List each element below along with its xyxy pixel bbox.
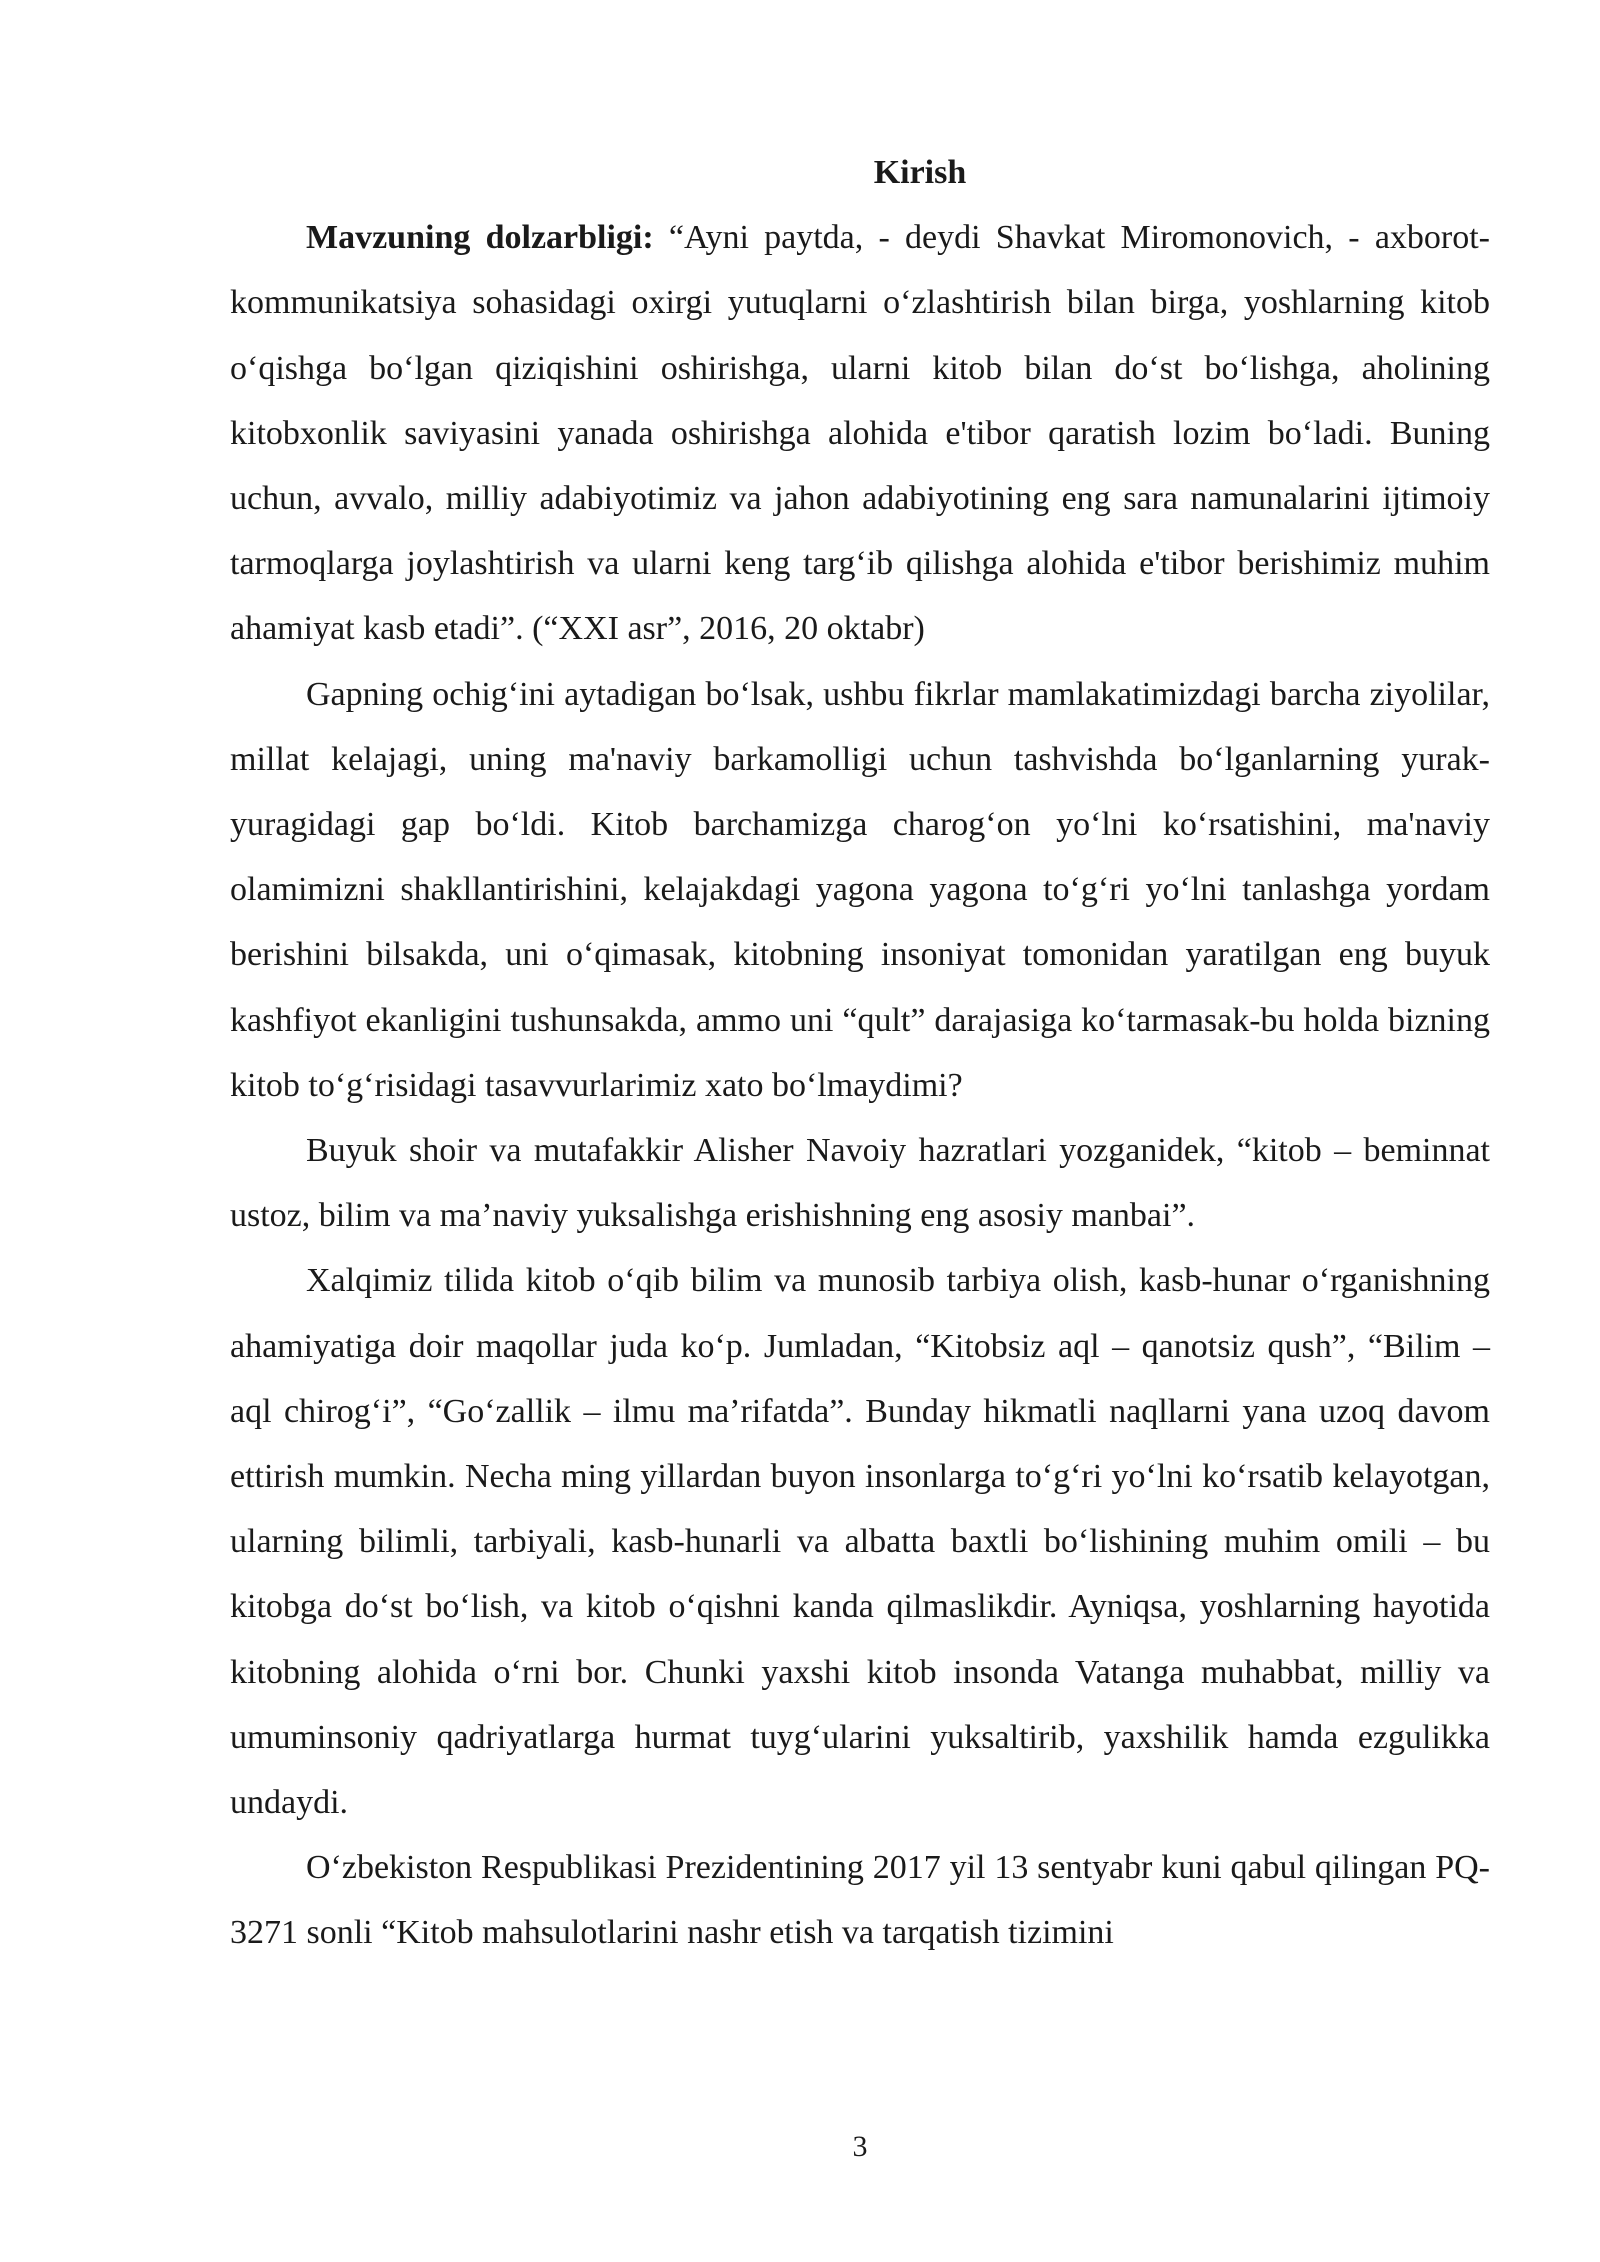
paragraph-relevance bbox=[230, 205, 1490, 661]
document-body bbox=[230, 140, 1490, 1966]
paragraph-lead: Mavzuning dolzarbligi: bbox=[306, 219, 654, 257]
page-number: 3 bbox=[852, 2130, 868, 2163]
paragraph: Xalqimiz tilida kitob oʻqib bilim va munosib tarbiya olish, kasb-hunar oʻrganishning ahamiyatiga doir maqollar juda koʻp. Jumladan, “Kitobsiz aql – qanotsiz qush”, “Bilim – aql chirogʻi”, “Goʻzallik – ilmu ma’rifatda”. Bunday hikmatli naqllarni yana uzoq davom ettirish mumkin. Necha ming yillardan buyon insonlarga toʻgʻri yoʻlni koʻrsatib kelayotgan, ularning bilimli, tarbiyali, kasb-hunarli va albatta baxtli boʻlishining muhim omili – bu kitobga doʻst boʻlish, va kitob oʻqishni kanda qilmaslikdir. Ayniqsa, yoshlarning hayotida kitobning alohida oʻrni bor. Chunki yaxshi kitob insonda Vatanga muhabbat, milliy va umuminsoniy qadriyatlarga hurmat tuygʻularini yuksaltirib, yaxshilik hamda ezgulikka undaydi. bbox=[230, 1262, 1490, 1822]
paragraph: Oʻzbekiston Respublikasi Prezidentining 2017 yil 13 sentyabr kuni qabul qilingan PQ-3271 sonli “Kitob mahsulotlarini nashr etish va tarqatish tizimini bbox=[230, 1849, 1490, 1952]
paragraph: Buyuk shoir va mutafakkir Alisher Navoiy hazratlari yozganidek, “kitob – beminnat ustoz, bilim va ma’naviy yuksalishga erishishning eng asosiy manbai”. bbox=[230, 1132, 1490, 1235]
paragraph: Gapning ochigʻini aytadigan boʻlsak, ushbu fikrlar mamlakatimizdagi barcha ziyolilar, millat kelajagi, uning ma'naviy barkamolligi uchun tashvishda boʻlganlarning yurak-yuragidagi gap boʻldi. Kitob barchamizga charogʻon yoʻlni koʻrsatishini, ma'naviy olamimizni shakllantirishini, kelajakdagi yagona yagona toʻgʻri yoʻlni tanlashga yordam berishini bilsakda, uni oʻqimasak, kitobning insoniyat tomonidan yaratilgan eng buyuk kashfiyot ekanligini tushunsakda, ammo uni “qult” darajasiga koʻtarmasak-bu holda bizning kitob toʻgʻrisidagi tasavvurlarimiz xato boʻlmaydimi? bbox=[230, 675, 1490, 1104]
paragraph-text: “Ayni paytda, - deydi Shavkat Miromonovich, - axborot-kommunikatsiya sohasidagi oxirgi yutuqlarni oʻzlashtirish bilan birga, yoshlarning kitob oʻqishga boʻlgan qiziqishini oshirishga, ularni kitob bilan doʻst boʻlishga, aholining kitobxonlik saviyasini yanada oshirishga alohida e'tibor qaratish lozim boʻladi. Buning uchun, avvalo, milliy adabiyotimiz va jahon adabiyotining eng sara namunalarini ijtimoiy tarmoqlarga joylashtirish va ularni keng targʻib qilishga alohida e'tibor berishimiz muhim ahamiyat kasb etadi”. (“XXI asr”, 2016, 20 oktabr) bbox=[230, 219, 1491, 648]
page-title: Kirish bbox=[873, 154, 967, 191]
